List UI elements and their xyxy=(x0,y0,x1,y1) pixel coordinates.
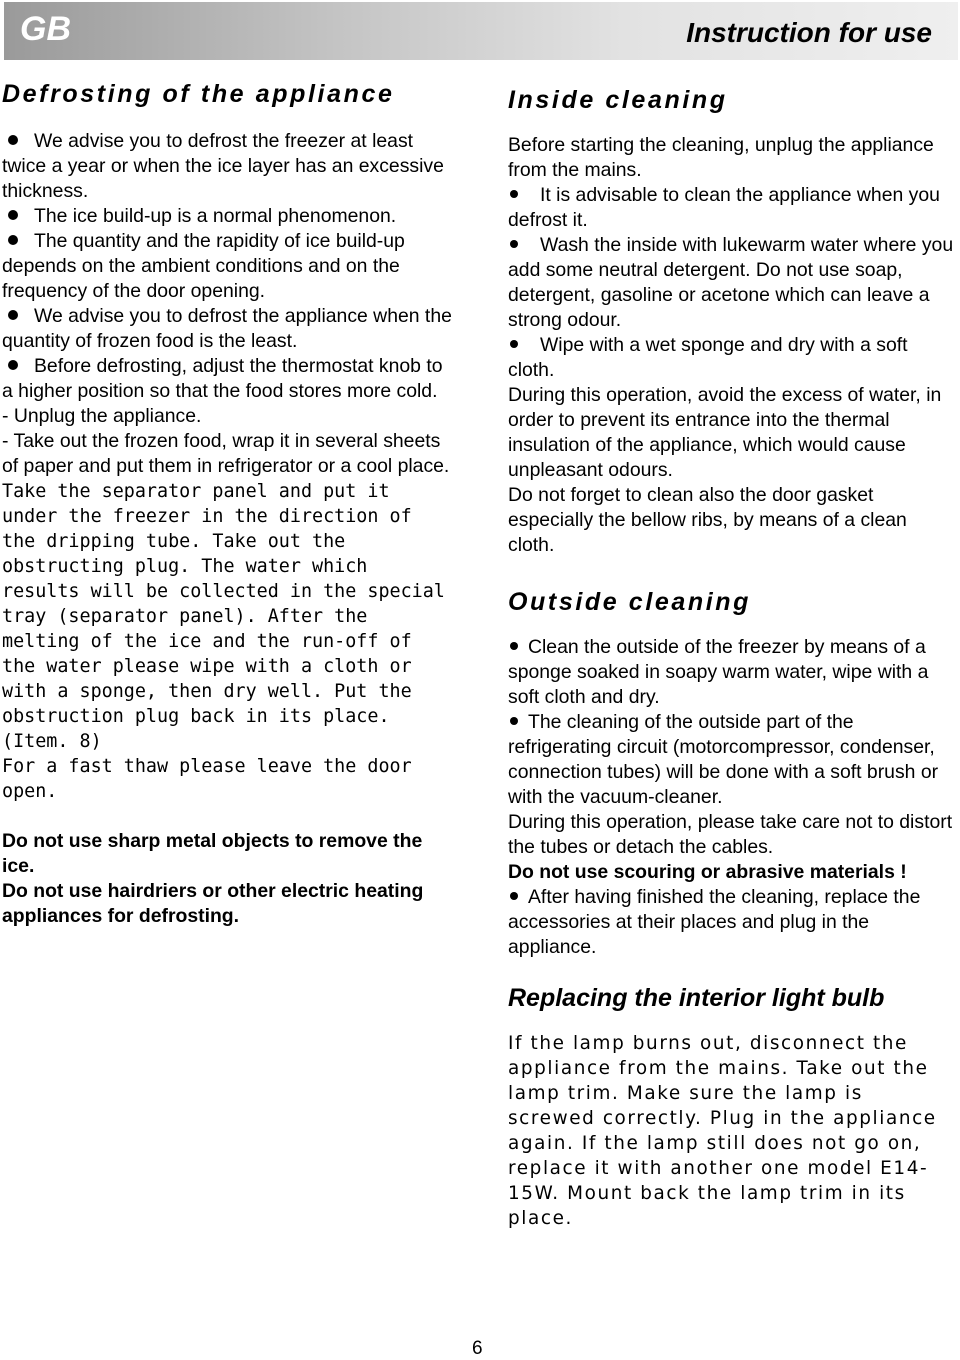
defrost-bullet-3: The quantity and the rapidity of ice build-up depends on the ambient conditions and on the frequency of the door opening. xyxy=(2,230,405,302)
warning-hairdriers: Do not use hairdriers or other electric heating appliances for defrosting. xyxy=(2,880,424,927)
defrost-bullet-2: The ice build-up is a normal phenomenon. xyxy=(2,204,454,229)
inside-during: During this operation, avoid the excess of water, in order to prevent its entrance into the thermal insulation of the appliance, which would cause unpleasant odours. xyxy=(508,384,942,481)
fast-thaw-text: For a fast thaw please leave the door open. xyxy=(2,756,412,802)
page-title: Instruction for use xyxy=(686,17,932,48)
right-column xyxy=(508,86,956,1231)
outside-cleaning-heading: Outside cleaning xyxy=(508,588,752,616)
bullet-dot-icon xyxy=(8,235,18,245)
warning-scouring: Do not use scouring or abrasive materials ! xyxy=(508,861,907,883)
page-header xyxy=(4,2,958,60)
bullet-dot-icon xyxy=(510,717,518,725)
light-bulb-text: If the lamp burns out, disconnect the appliance from the mains. Take out the lamp trim. Make sure the lamp is screwed correctly. Plug in the appliance again. If the lamp still does not go on, replace it with another one model E14-15W. Mount back the lamp trim in its place. xyxy=(508,1033,937,1229)
bullet-dot-icon xyxy=(510,240,518,248)
bullet-dot-icon xyxy=(8,310,18,320)
outside-during: During this operation, please take care not to distort the tubes or detach the cables. xyxy=(508,811,953,858)
inside-gasket: Do not forget to clean also the door gasket especially the bellow ribs, by means of a clean cloth. xyxy=(508,484,907,556)
inside-cleaning-heading: Inside cleaning xyxy=(508,86,728,114)
defrost-bullet-4: We advise you to defrost the appliance when the quantity of frozen food is the least. xyxy=(2,305,452,352)
language-code: GB xyxy=(20,10,71,48)
bullet-dot-icon xyxy=(510,190,518,198)
step-unplug: - Unplug the appliance. xyxy=(2,405,202,427)
inside-bullet-1: It is advisable to clean the appliance when you defrost it. xyxy=(508,184,940,231)
bullet-dot-icon xyxy=(8,135,18,145)
step-take-out-food: - Take out the frozen food, wrap it in several sheets of paper and put them in refrigerator or a cool place. xyxy=(2,430,450,477)
inside-bullet-2: Wash the inside with lukewarm water where you add some neutral detergent. Do not use soap, detergent, gasoline or acetone which can leave a strong odour. xyxy=(508,234,954,331)
bullet-dot-icon xyxy=(510,892,518,900)
warning-metal-objects: Do not use sharp metal objects to remove the ice. xyxy=(2,830,423,877)
separator-panel-text: Take the separator panel and put it under the freezer in the direction of the dripping tube. Take out the obstructing plug. The water which results will be collected in the special tray (separator panel). After the melting of the ice and the run-off of the water please wipe with a cloth or with a sponge, then dry well. Put the obstruction plug back in its place. (Item. 8) xyxy=(2,481,445,752)
bullet-dot-icon xyxy=(510,340,518,348)
defrost-bullet-1: We advise you to defrost the freezer at least twice a year or when the ice layer has an excessive thickness. xyxy=(2,130,444,202)
left-column xyxy=(2,80,454,929)
page-number: 6 xyxy=(472,1338,483,1359)
inside-bullet-3: Wipe with a wet sponge and dry with a soft cloth. xyxy=(508,334,908,381)
outside-bullet-1: Clean the outside of the freezer by means of a sponge soaked in soapy warm water, wipe with a soft cloth and dry. xyxy=(508,636,929,708)
bullet-dot-icon xyxy=(8,360,18,370)
inside-intro: Before starting the cleaning, unplug the appliance from the mains. xyxy=(508,134,934,181)
bullet-dot-icon xyxy=(510,642,518,650)
bullet-dot-icon xyxy=(8,210,18,220)
defrosting-heading: Defrosting of the appliance xyxy=(2,80,395,108)
defrost-bullet-5: Before defrosting, adjust the thermostat knob to a higher position so that the food stores more cold. xyxy=(2,355,443,402)
light-bulb-heading: Replacing the interior light bulb xyxy=(508,984,885,1012)
outside-bullet-2: The cleaning of the outside part of the refrigerating circuit (motorcompressor, condenser, connection tubes) will be done with a soft brush or with the vacuum-cleaner. xyxy=(508,711,939,808)
outside-after: After having finished the cleaning, replace the accessories at their places and plug in the appliance. xyxy=(508,886,921,958)
